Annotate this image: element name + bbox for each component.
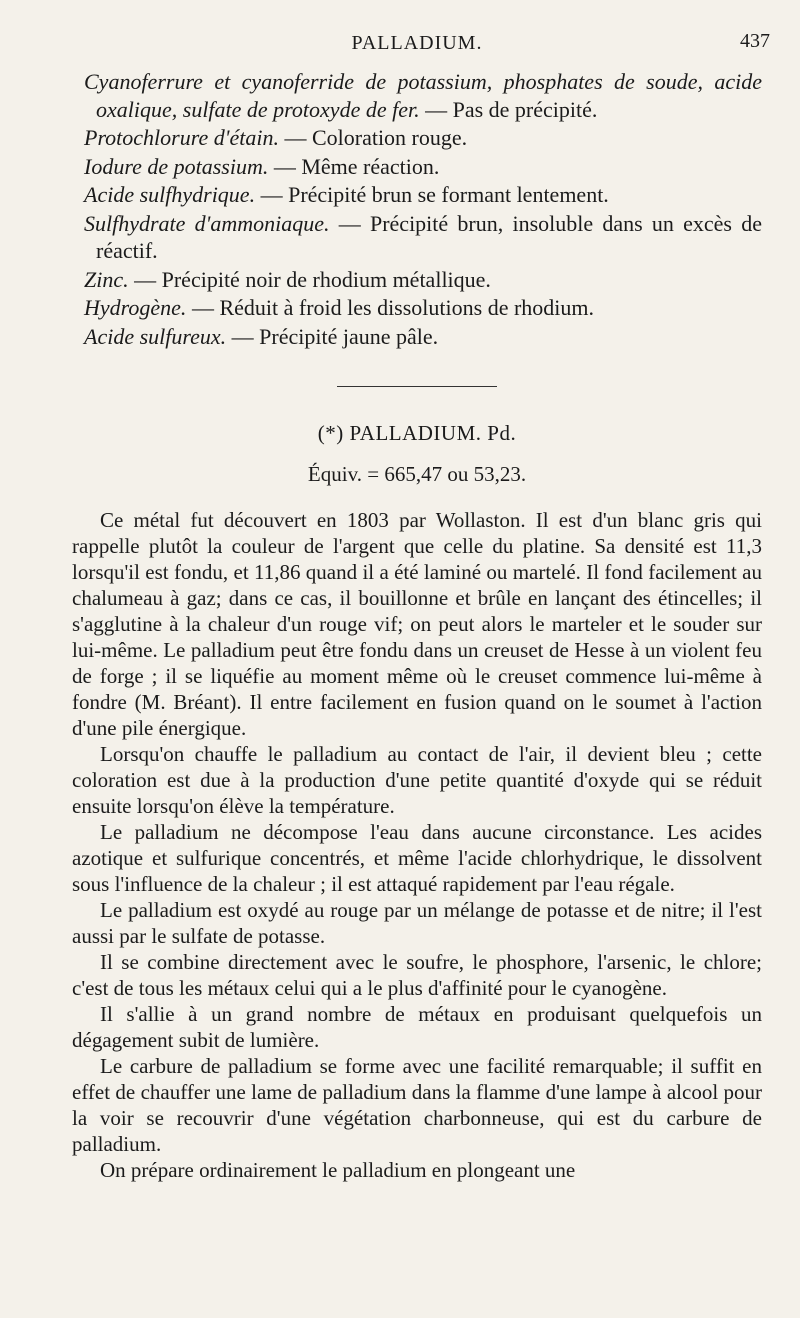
paragraph: Le palladium est oxydé au rouge par un mélange de potasse et de nitre; il l'est aussi par le sulfate de potasse. — [72, 898, 762, 948]
reagent-result: — Coloration rouge. — [278, 125, 468, 150]
reagent-result: — Précipité noir de rhodium métallique. — [128, 266, 491, 292]
reagent-entry — [84, 266, 762, 294]
reagent-entry — [84, 68, 762, 123]
body-text — [72, 507, 762, 1183]
reagent-entry — [84, 210, 762, 265]
running-title: PALLADIUM. — [351, 32, 483, 54]
section-divider — [337, 386, 497, 387]
reagent-name: Iodure de potassium. — [84, 153, 269, 179]
reagent-result: — Même réaction. — [268, 153, 440, 179]
paragraph: Il s'allie à un grand nombre de métaux en produisant quelquefois un dégagement subit de lumière. — [72, 1002, 762, 1052]
book-page — [72, 30, 770, 1183]
reagent-name: Cyanoferrure et cyanoferride de potassium, phosphates de soude, acide oxalique, sulfate de protoxyde de fer. — [84, 69, 762, 122]
reagent-result: — Précipité jaune pâle. — [226, 323, 439, 349]
section-heading: (*) PALLADIUM. Pd. — [317, 421, 517, 445]
paragraph: Le palladium ne décompose l'eau dans aucune circonstance. Les acides azotique et sulfurique concentrés, et même l'acide chlorhydrique, le dissolvent sous l'influence de la chaleur ; il est attaqué rapidement par l'eau régale. — [72, 820, 762, 896]
page-number: 437 — [740, 30, 770, 52]
paragraph: Le carbure de palladium se forme avec une facilité remarquable; il suffit en effet de chauffer une lame de palladium dans la flamme d'une lampe à alcool pour la voir se recouvrir d'une végétation charbonneuse, qui est du carbure de palladium. — [72, 1054, 762, 1156]
reagent-name: Protochlorure d'étain. — [84, 125, 279, 150]
paragraph: Il se combine directement avec le soufre, le phosphore, l'arsenic, le chlore; c'est de tous les métaux celui qui a le plus d'affinité pour le cyanogène. — [72, 950, 762, 1000]
paragraph: Lorsqu'on chauffe le palladium au contact de l'air, il devient bleu ; cette coloration est due à la production d'une petite quantité d'oxyde qui se réduit ensuite lorsqu'on élève la température. — [72, 742, 762, 818]
reagent-entry — [84, 181, 762, 209]
reagent-name: Hydrogène. — [84, 295, 187, 320]
reagent-result: — Précipité brun se formant lentement. — [255, 182, 609, 207]
reagent-entry — [84, 323, 762, 351]
reagent-result: — Précipité brun, insoluble dans un excès de réactif. — [96, 210, 762, 263]
reagent-entry — [84, 153, 762, 181]
reagent-entry — [84, 294, 762, 322]
reagent-name: Acide sulfureux. — [84, 323, 227, 349]
equivalent-line: Équiv. = 665,47 ou 53,23. — [307, 462, 527, 486]
reagent-entry — [84, 124, 762, 152]
reagent-result: — Pas de précipité. — [419, 96, 598, 122]
reagent-name: Sulfhydrate d'ammoniaque. — [84, 210, 330, 236]
reagent-result: — Réduit à froid les dissolutions de rhodium. — [186, 295, 595, 320]
running-head — [72, 30, 770, 60]
reagent-list — [72, 68, 762, 350]
reagent-name: Acide sulfhydrique. — [84, 182, 256, 207]
reagent-name: Zinc. — [84, 266, 129, 292]
paragraph: On prépare ordinairement le palladium en plongeant une — [100, 1158, 576, 1182]
paragraph: Ce métal fut découvert en 1803 par Wollaston. Il est d'un blanc gris qui rappelle plutôt la couleur de l'argent que celle du platine. Sa densité est 11,3 lorsqu'il est fondu, et 11,86 quand il a été laminé ou martelé. Il fond facilement au chalumeau à gaz; dans ce cas, il bouillonne et brûle en lançant des étincelles; il s'agglutine à la chaleur d'un rouge vif; on peut alors le marteler et le souder sur lui-même. Le palladium peut être fondu dans un creuset de Hesse à un violent feu de forge ; il se liquéfie au moment même où le creuset commence lui-même à fondre (M. Bréant). Il entre facilement en fusion quand on le soumet à l'action d'une pile énergique. — [72, 508, 762, 740]
